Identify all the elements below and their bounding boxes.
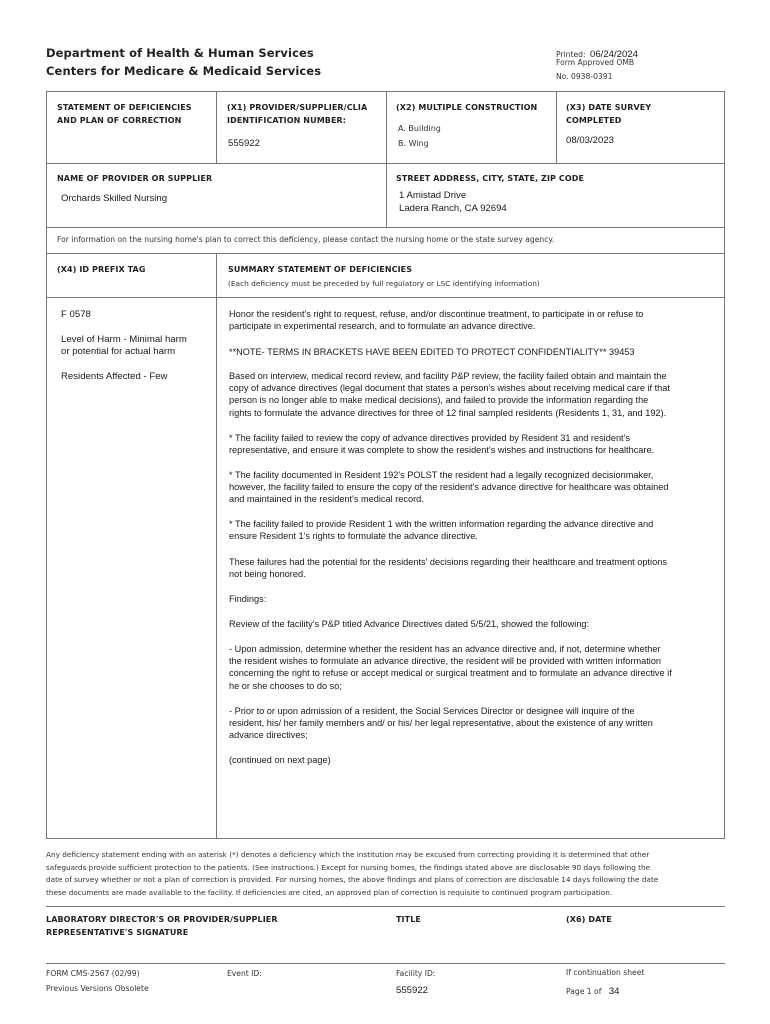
page-total: 34	[608, 986, 620, 997]
deficiency-p7: These failures had the potential for the residents' decisions regarding their healthcare and treatment options not being honored.	[229, 557, 667, 580]
address-label: STREET ADDRESS, CITY, STATE, ZIP CODE	[396, 174, 585, 183]
address-line-2: Ladera Ranch, CA 92694	[399, 203, 507, 214]
x1-label: (X1) PROVIDER/SUPPLIER/CLIA IDENTIFICATION NUMBER:	[227, 103, 368, 125]
continued-note: (continued on next page)	[229, 755, 331, 765]
deficiency-p6: * The facility failed to provide Resident 1 with the written information regarding the advance directive and ensure Resident 1's rights to formulate the advance directive.	[229, 519, 654, 542]
col-x2-divider	[386, 91, 387, 227]
deficiency-findings: Findings:	[229, 594, 267, 604]
x2-building: A. Building	[398, 124, 441, 133]
continuation-label: If continuation sheet	[566, 968, 645, 977]
provider-name: Orchards Skilled Nursing	[61, 193, 168, 204]
tag-code: F 0578	[61, 309, 91, 320]
summary-label: SUMMARY STATEMENT OF DEFICIENCIES	[228, 265, 413, 274]
deficiency-p9: Review of the facility's P&P titled Advance Directives dated 5/5/21, showed the following:	[229, 619, 590, 629]
deficiency-note: **NOTE- TERMS IN BRACKETS HAVE BEEN EDITED TO PROTECT CONFIDENTIALITY** 39453	[229, 347, 635, 357]
x3-label: (X3) DATE SURVEY COMPLETED	[566, 103, 652, 125]
deficiency-p11: - Prior to or upon admission of a resident, the Social Services Director or designee will inquire of the resident, his/ her family members and/ or his/ her legal representative, about the existence of any written advance directives;	[229, 706, 653, 741]
date-label: (X6) DATE	[566, 915, 612, 924]
rule-bottom	[46, 838, 725, 839]
form-border-right	[724, 91, 725, 838]
deficiency-p1: Honor the resident's right to request, refuse, and/or discontinue treatment, to participate in or refuse to participate in experimental research, and to formulate an advance directive.	[229, 309, 644, 332]
info-line: For information on the nursing home's plan to correct this deficiency, please contact the nursing home or the state survey agency.	[57, 235, 555, 244]
col-x3-divider	[556, 91, 557, 163]
x4-label: (X4) ID PREFIX TAG	[57, 265, 146, 274]
x2-wing: B. Wing	[398, 139, 429, 148]
provider-label: NAME OF PROVIDER OR SUPPLIER	[57, 174, 213, 183]
omb-number: No. 0938-0391	[556, 72, 613, 81]
x3-survey-date: 08/03/2023	[566, 135, 615, 146]
deficiency-p5: * The facility documented in Resident 192's POLST the resident had a legally recognized decisionmaker, however, the facility failed to ensure the copy of the resident's advance directive for healthcare was obtained and maintained in the resident's medical record.	[229, 470, 669, 505]
form-id: FORM CMS-2567 (02/99)	[46, 969, 140, 978]
summary-sublabel: (Each deficiency must be preceded by full regulatory or LSC identifying information)	[228, 279, 540, 288]
x2-label: (X2) MULTIPLE CONSTRUCTION	[396, 103, 538, 112]
title-label: TITLE	[396, 915, 421, 924]
deficiency-p3: Based on interview, medical record review, and facility P&P review, the facility failed obtain and maintain the copy of advance directives (legal document that states a person's wishes about receiving medical care if that person is no longer able to make medical decisions), and failed to provide the information regarding the rights to formulate the advance directives for three of 12 final sampled residents (Residents 1, 31, and 192).	[229, 371, 670, 418]
page-indicator	[566, 981, 620, 999]
col-x1-divider	[216, 91, 217, 163]
rule-x4	[46, 253, 725, 254]
disclaimer: Any deficiency statement ending with an asterisk (*) denotes a deficiency which the institution may be excused from correcting providing it is determined that other safeguards provide sufficient protection to the patients. (See instructions.) Except for nursing homes, the findings stated above are disclosable 90 days following the date of survey whether or not a plan of correction is provided. For nursing homes, the above findings and plans of correction are disclosable 14 days following the date these documents are made available to the facility. If deficiencies are cited, an approved plan of correction is requisite to continued program participation.	[46, 850, 659, 897]
rule-footer-top	[46, 963, 725, 964]
residents-affected: Residents Affected - Few	[61, 371, 168, 382]
rule-info	[46, 227, 725, 228]
signature-label: LABORATORY DIRECTOR'S OR PROVIDER/SUPPLIER REPRESENTATIVE'S SIGNATURE	[46, 915, 278, 937]
deficiency-p10: - Upon admission, determine whether the resident has an advance directive and, if not, determine whether the resident wishes to formulate an advance directive, the resident will be provided with written information concerning the right to refuse or accept medical or surgical treatment and to formulate an advance directive if he or she chooses to do so;	[229, 644, 672, 691]
printed-label: Printed:	[556, 50, 586, 59]
level-of-harm: Level of Harm - Minimal harm or potential for actual harm	[61, 334, 187, 357]
col-tag-divider	[216, 253, 217, 838]
agency-title: Centers for Medicare & Medicaid Services	[46, 64, 322, 78]
rule-signature-top	[46, 906, 725, 907]
form-approved: Form Approved OMB	[556, 58, 635, 67]
page-label: Page 1 of	[566, 987, 602, 996]
event-id-label: Event ID:	[227, 969, 262, 978]
x1-identification-number: 555922	[228, 138, 261, 149]
printed-date: 06/24/2024	[589, 49, 638, 60]
previous-versions: Previous Versions Obsolete	[46, 984, 149, 993]
facility-id-value: 555922	[396, 985, 429, 996]
facility-id-label: Facility ID:	[396, 969, 436, 978]
department-title: Department of Health & Human Services	[46, 46, 314, 60]
rule-content	[46, 297, 725, 298]
form-border-left	[46, 91, 47, 838]
address-line-1: 1 Amistad Drive	[399, 190, 467, 201]
deficiency-p4: * The facility failed to review the copy of advance directives provided by Resident 31 and resident's representative, and ensure it was complete to show the resident's wishes and instructions for healthcare.	[229, 433, 655, 456]
statement-label: STATEMENT OF DEFICIENCIES AND PLAN OF CORRECTION	[57, 103, 192, 125]
